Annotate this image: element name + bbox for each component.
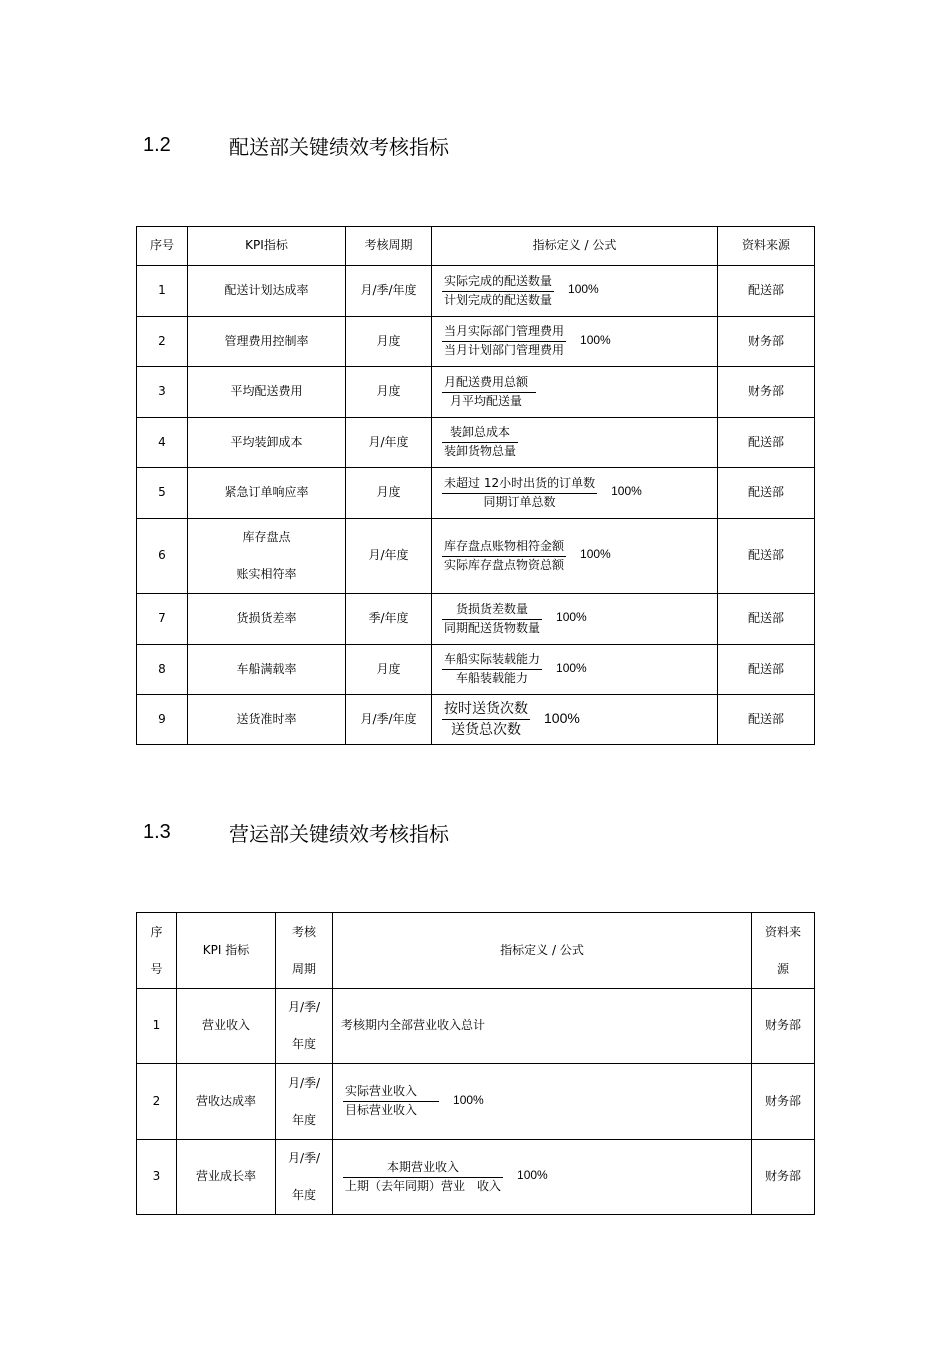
formula [432,645,718,695]
formula [432,695,718,745]
formula [432,519,718,594]
kpi-name: 货损货差率 [188,594,346,645]
numerator: 货损货差数量 [456,601,529,616]
row-number: 6 [137,519,188,594]
table-row [137,468,815,519]
formula [432,468,718,519]
percent: 100% [517,1168,548,1183]
percent: 100% [556,610,587,625]
kpi-name-line: 账实相符率 [236,567,297,581]
table-row [137,594,815,645]
period-line: 年度 [291,1037,316,1051]
table-row [137,418,815,468]
period: 月度 [346,317,432,367]
row-number: 4 [137,418,188,468]
period-line: 年度 [291,1112,316,1127]
kpi-name: 配送计划达成率 [188,266,346,317]
row-number: 1 [137,989,177,1064]
table-row [137,519,815,594]
numerator: 当月实际部门管理费用 [444,324,565,339]
source: 财务部 [752,1140,815,1215]
percent: 100% [453,1092,484,1107]
header-line: 号 [150,961,163,976]
section-number: 1.2 [143,134,171,156]
header-cell: 序号 [137,227,188,266]
row-number: 8 [137,645,188,695]
kpi-name: 平均装卸成本 [188,418,346,468]
header-cell: KPI 指标 [177,913,276,989]
percent: 100% [568,282,599,297]
table-row [137,989,815,1064]
table-header-row [137,913,815,989]
percent: 100% [611,484,642,499]
period: 月度 [346,468,432,519]
period: 月/年度 [346,418,432,468]
period-line: 月/季/ [287,1000,321,1014]
numerator: 库存盘点账物相符金额 [444,538,565,553]
source: 财务部 [752,989,815,1064]
period-line: 月/季/ [287,1075,321,1090]
formula [432,367,718,418]
denominator: 目标营业收入 [343,1101,439,1119]
kpi-name: 车船满载率 [188,645,346,695]
kpi-table-operations [136,912,815,1215]
numerator: 装卸总成本 [450,425,511,440]
percent: 100% [580,332,611,347]
percent: 100% [556,660,587,675]
period-line: 月/季/ [287,1151,321,1165]
table-row [137,266,815,317]
formula [432,594,718,645]
table-row [137,695,815,745]
table-row [137,367,815,418]
section-title: 配送部关键绩效考核指标 [229,135,449,159]
row-number: 3 [137,367,188,418]
period: 月/季/年度 [346,695,432,745]
table-row [137,1064,815,1140]
header-line: 考核 [291,924,316,939]
source: 配送部 [718,468,815,519]
period: 月/季/年度 [346,266,432,317]
formula [333,1064,752,1140]
row-number: 2 [137,1064,177,1140]
numerator: 未超过 12小时出货的订单数 [444,475,596,490]
row-number: 2 [137,317,188,367]
denominator: 计划完成的配送数量 [444,292,553,307]
source: 财务部 [718,367,815,418]
percent: 100% [544,710,580,727]
table-row [137,645,815,695]
period [276,1064,333,1140]
section-title: 营运部关键绩效考核指标 [229,822,449,846]
header-cell: 指标定义 / 公式 [333,913,752,989]
definition: 考核期内全部营业收入总计 [333,989,752,1064]
period: 月度 [346,645,432,695]
table-row [137,1140,815,1215]
denominator: 当月计划部门管理费用 [444,343,565,357]
section-heading-1-2 [143,131,449,160]
numerator: 按时送货次数 [444,700,528,717]
kpi-name: 管理费用控制率 [188,317,346,367]
percent: 100% [580,547,611,562]
numerator: 实际完成的配送数量 [444,273,553,288]
kpi-name [188,519,346,594]
formula [432,418,718,468]
header-cell: KPI指标 [188,227,346,266]
period: 月/年度 [346,519,432,594]
period: 季/年度 [346,594,432,645]
header-cell [276,913,333,989]
kpi-name: 紧急订单响应率 [188,468,346,519]
source: 配送部 [718,418,815,468]
numerator: 月配送费用总额 [444,374,529,389]
header-cell: 考核周期 [346,227,432,266]
kpi-name: 送货准时率 [188,695,346,745]
row-number: 1 [137,266,188,317]
source: 配送部 [718,645,815,695]
period-line: 年度 [291,1188,316,1202]
table-row [137,317,815,367]
header-line: 源 [776,961,789,976]
kpi-name-line: 库存盘点 [242,530,291,544]
kpi-table-distribution [136,226,815,745]
numerator: 本期营业收入 [387,1159,460,1174]
denominator: 月平均配送量 [442,392,536,410]
row-number: 5 [137,468,188,519]
denominator: 实际库存盘点物资总额 [444,557,565,572]
period: 月度 [346,367,432,418]
source: 配送部 [718,695,815,745]
kpi-name: 营业收入 [177,989,276,1064]
period [276,989,333,1064]
kpi-name: 营业成长率 [177,1140,276,1215]
formula [333,1140,752,1215]
header-cell: 资料来源 [718,227,815,266]
source: 财务部 [718,317,815,367]
source: 配送部 [718,594,815,645]
row-number: 3 [137,1140,177,1215]
numerator: 车船实际装载能力 [444,652,541,667]
denominator: 同期配送货物数量 [444,620,541,635]
denominator: 送货总次数 [442,719,530,739]
row-number: 9 [137,695,188,745]
source: 配送部 [718,519,815,594]
source: 配送部 [718,266,815,317]
denominator: 装卸货物总量 [444,444,517,458]
header-line: 资料来 [764,924,801,939]
section-number: 1.3 [143,821,171,843]
row-number: 7 [137,594,188,645]
table-header-row [137,227,815,266]
formula [432,317,718,367]
kpi-name: 营收达成率 [177,1064,276,1140]
denominator: 同期订单总数 [442,493,597,511]
period [276,1140,333,1215]
source: 财务部 [752,1064,815,1140]
kpi-name: 平均配送费用 [188,367,346,418]
section-heading-1-3 [143,818,449,847]
header-line: 周期 [291,961,316,976]
denominator: 车船装载能力 [442,669,542,687]
formula [432,266,718,317]
header-cell [752,913,815,989]
numerator: 实际营业收入 [345,1084,418,1099]
denominator: 上期（去年同期）营业 收入 [345,1178,502,1193]
header-cell [137,913,177,989]
header-cell: 指标定义 / 公式 [432,227,718,266]
header-line: 序 [150,924,163,939]
